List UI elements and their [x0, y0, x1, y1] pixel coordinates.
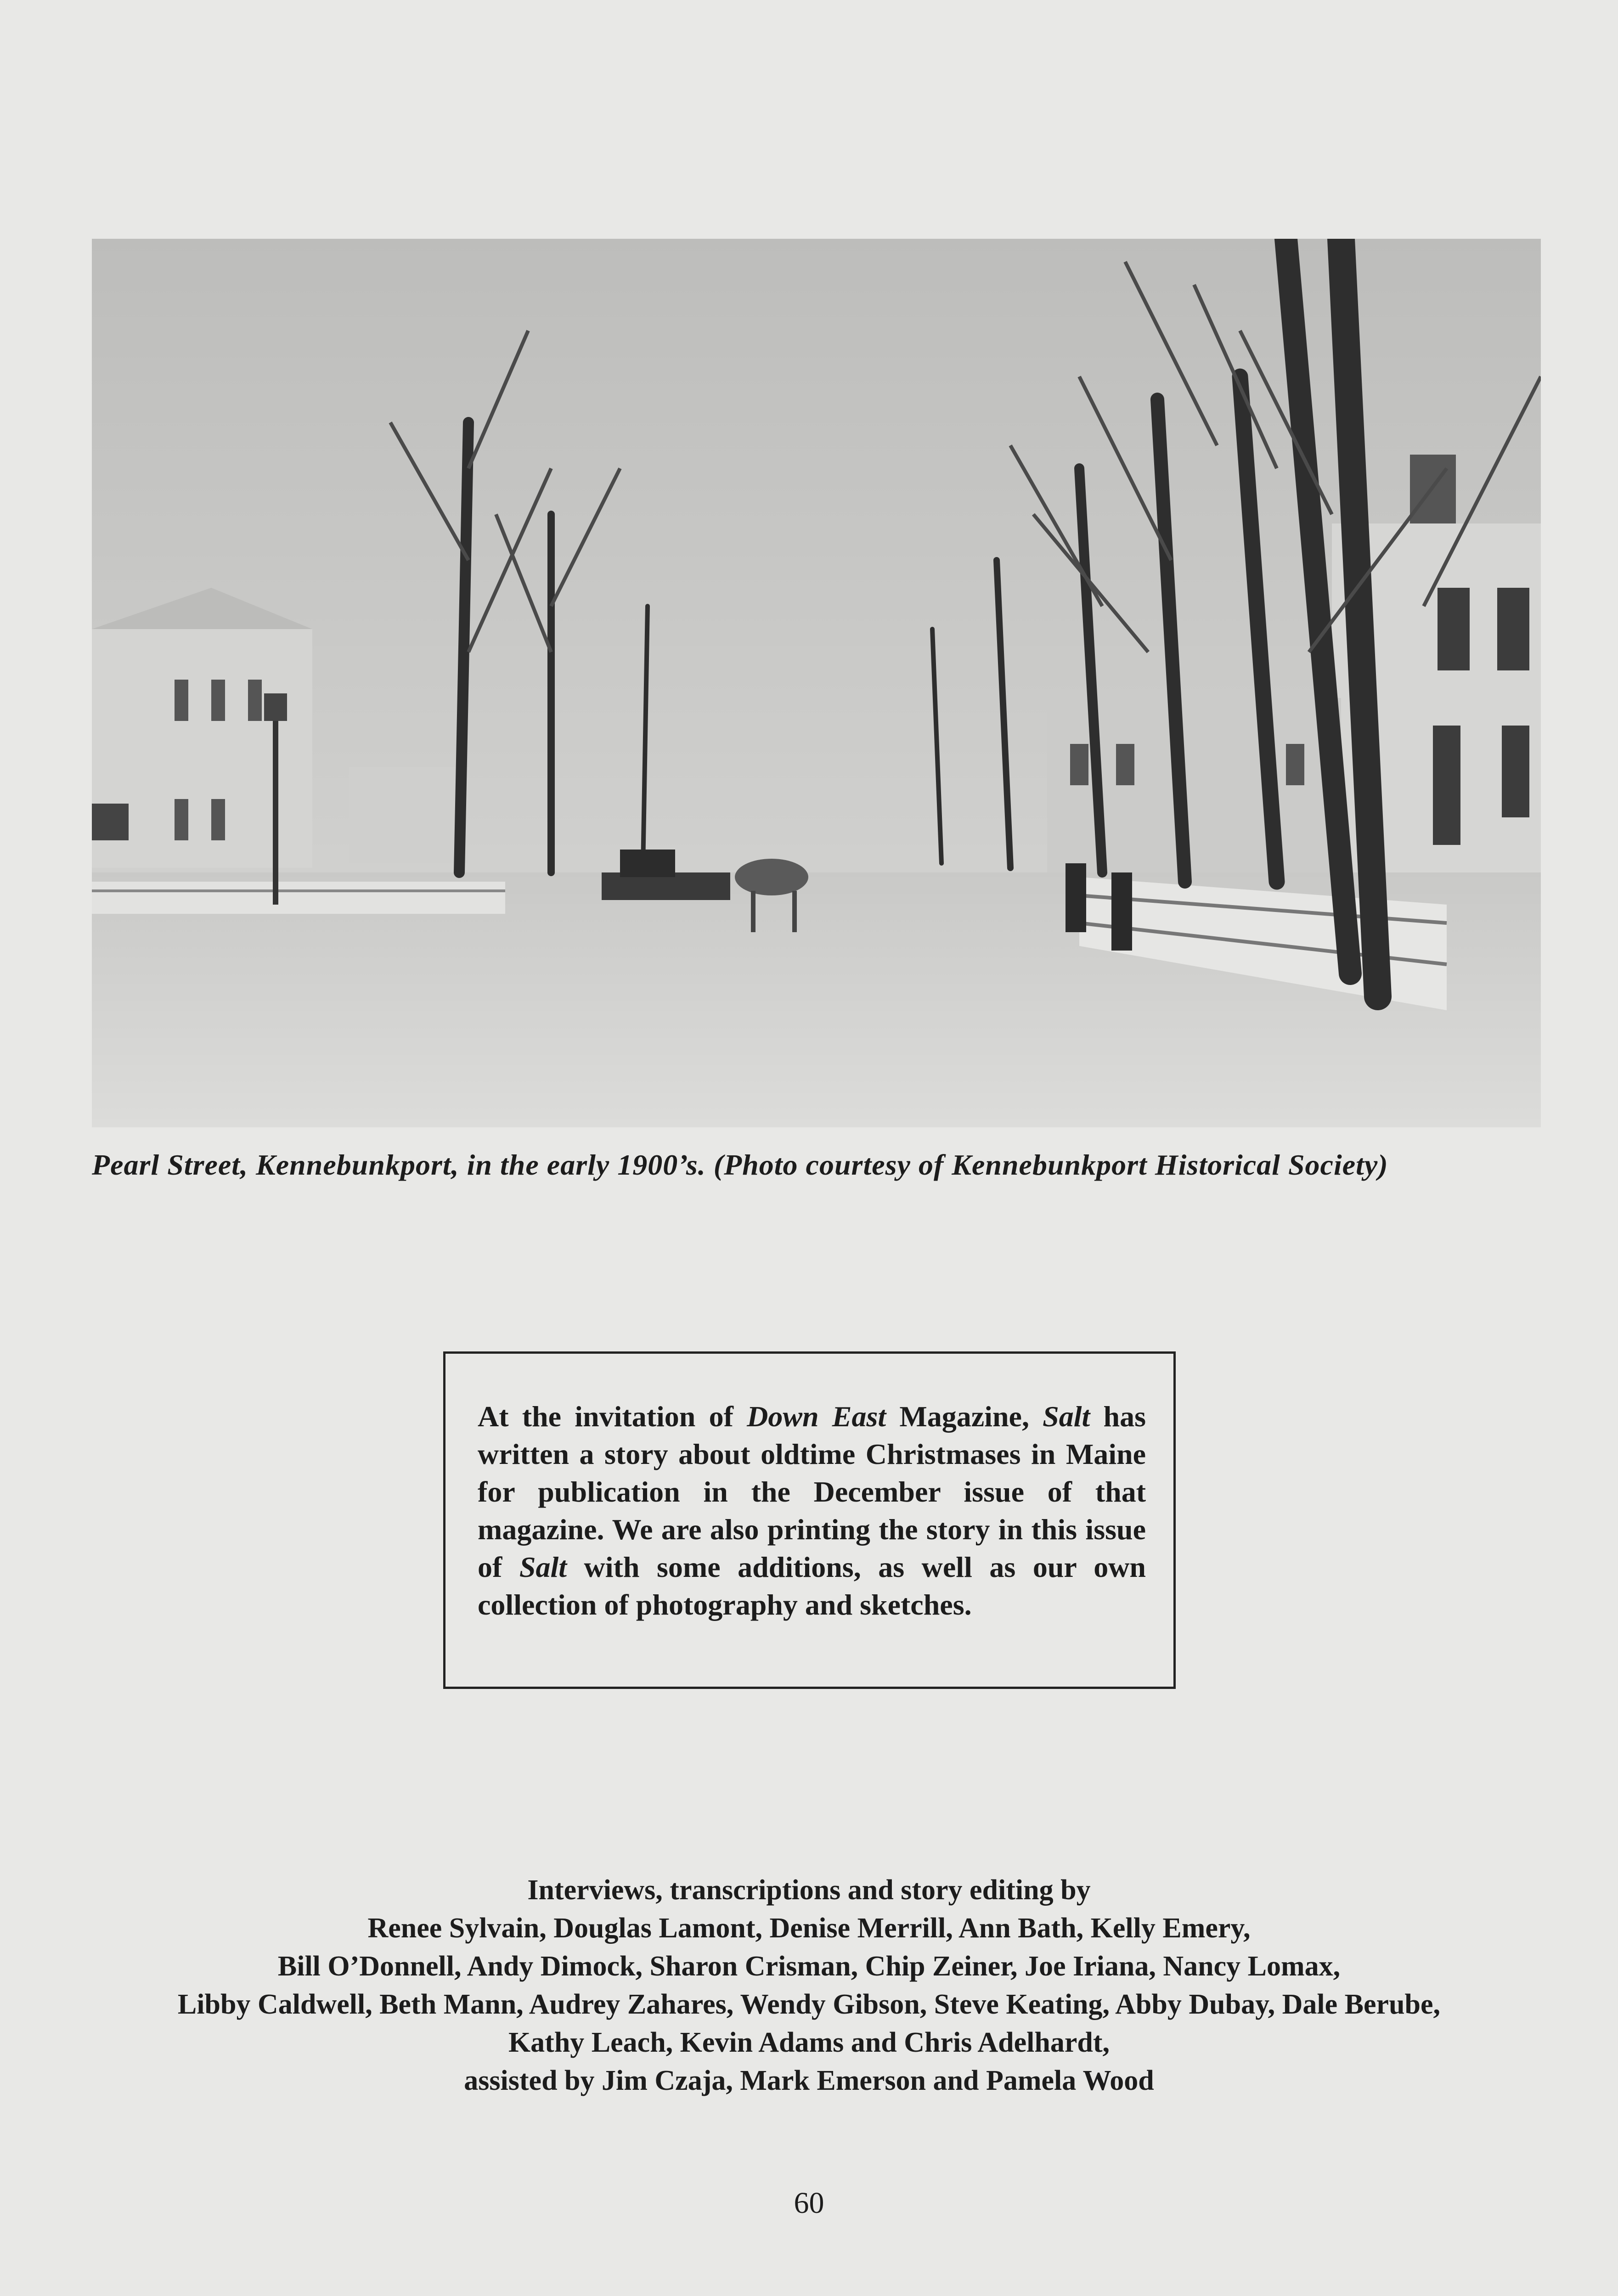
credits-line: Interviews, transcriptions and story editing by — [527, 1874, 1091, 1906]
photo-caption: Pearl Street, Kennebunkport, in the early 1900’s. (Photo courtesy of Kennebunkport Historical Society) — [92, 1148, 1388, 1181]
salt-name-1: Salt — [1043, 1400, 1090, 1433]
notice-text-1: At the invitation of — [478, 1400, 747, 1433]
credits-line: Kathy Leach, Kevin Adams and Chris Adelhardt, — [508, 2027, 1110, 2058]
notice-text-3: has written a story about oldtime Christmases in Maine for publication in the December issue of that magazine. We are also printing the story in this issue of — [478, 1400, 1146, 1583]
salt-name-2: Salt — [519, 1551, 567, 1583]
notice-text-2: Magazine, — [886, 1400, 1043, 1433]
credits-line: Bill O’Donnell, Andy Dimock, Sharon Crisman, Chip Zeiner, Joe Iriana, Nancy Lomax, — [277, 1951, 1341, 1982]
snowy-street-photo — [92, 239, 1541, 1127]
credits-block — [69, 1871, 1549, 2100]
credits-line: Renee Sylvain, Douglas Lamont, Denise Merrill, Ann Bath, Kelly Emery, — [367, 1913, 1251, 1944]
page-number: 60 — [794, 2186, 824, 2220]
credits-line: assisted by Jim Czaja, Mark Emerson and Pamela Wood — [464, 2065, 1154, 2096]
notice-box — [443, 1351, 1176, 1689]
magazine-name: Down East — [747, 1400, 886, 1433]
credits-line: Libby Caldwell, Beth Mann, Audrey Zahares, Wendy Gibson, Steve Keating, Abby Dubay, Dale Berube, — [177, 1989, 1441, 2020]
notice-text-4: with some additions, as well as our own collection of photography and sketches. — [478, 1551, 1146, 1621]
